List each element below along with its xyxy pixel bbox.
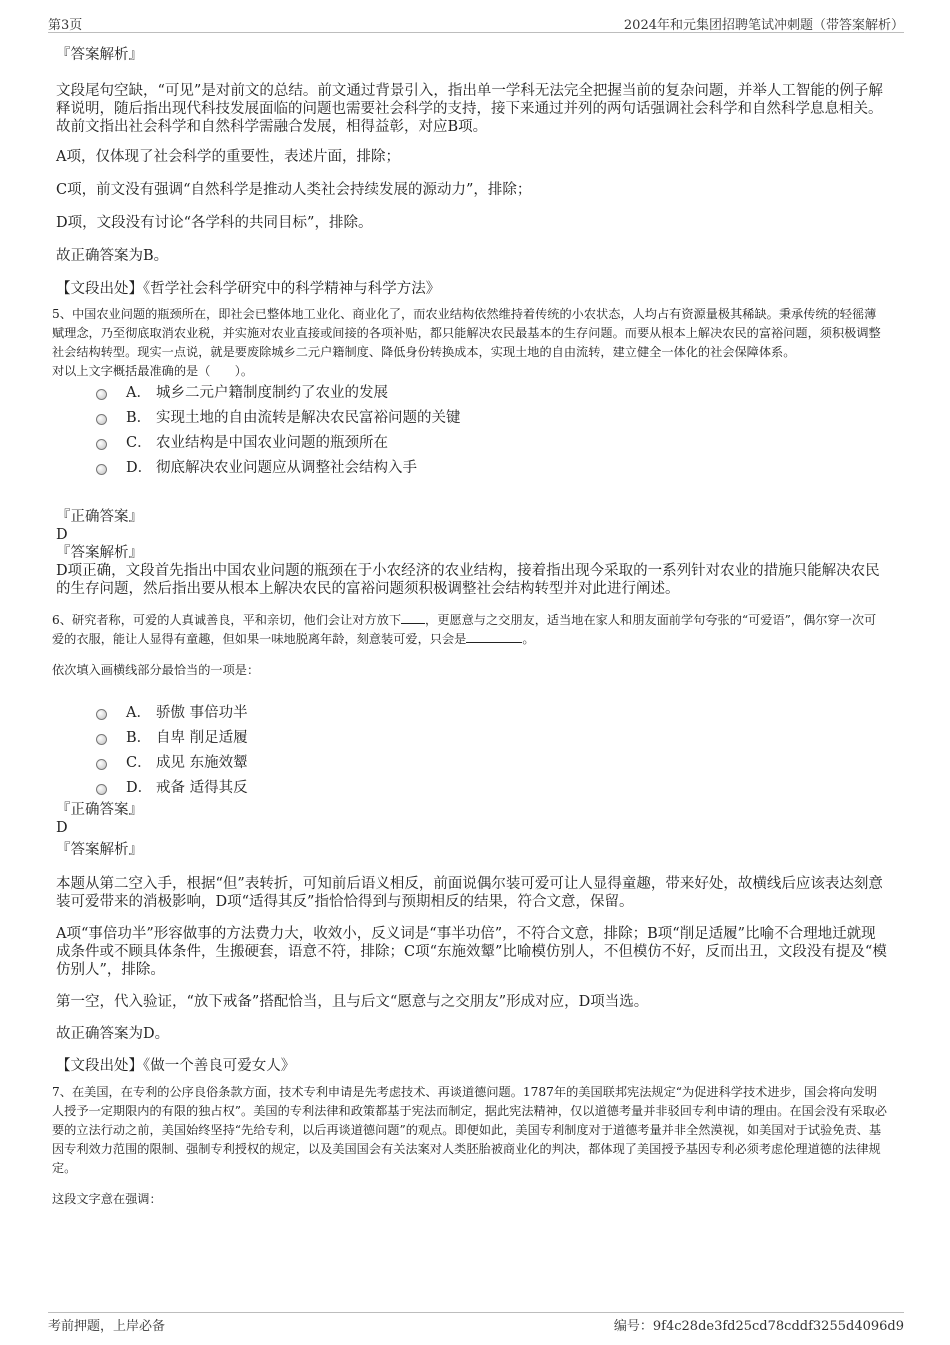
q7-question: 这段文字意在强调： xyxy=(52,1192,162,1206)
radio-icon[interactable] xyxy=(96,709,107,720)
q5-analysis-label: 『答案解析』 xyxy=(56,545,143,561)
page-header xyxy=(48,12,904,33)
q5-option-c[interactable]: C． 农业结构是中国农业问题的瓶颈所在 xyxy=(96,431,888,456)
q6-option-d[interactable]: D． 戒备 适得其反 xyxy=(96,776,888,801)
q7-stem: 7、在美国，在专利的公序良俗条款方面，技术专利申请是先考虑技术、再谈道德问题。1787年的美国联邦宪法规定“为促进科学技术进步，国会将向发明人授予一定期限内的有限的独占权”。美国的专利法律和政策都基于宪法而制定，据此宪法精神，仅以道德考量并非驳回专利申请的理由。在国会没有采取必要的立法行动之前，美国始终坚持“先给专利，以后再谈道德问题”的观点。即便如此，美国专利制度对于道德考量并非全然漠视，如美国对于试验免责、基因专利效力范围的限制、强制专利授权的规定，以及美国国会有关法案对人类胚胎被商业化的判决，都体现了美国授予基因专利必须考虑伦理道德的法律规定。 xyxy=(52,1085,887,1175)
q4-conclusion: 故正确答案为B。 xyxy=(56,248,169,264)
q6-option-c[interactable]: C． 成见 东施效颦 xyxy=(96,751,888,776)
footer-slogan: 考前押题，上岸必备 xyxy=(48,1319,166,1334)
radio-icon[interactable] xyxy=(96,439,107,450)
q6-analysis-p1: 本题从第二空入手，根据“但”表转折，可知前后语义相反，前面说偶尔装可爱可让人显得童趣，带来好处，故横线后应该表达刻意装可爱带来的消极影响，D项“适得其反”指恰恰得到与预期相反的结果，符合文意，保留。 xyxy=(56,876,883,910)
q4-analysis-p4: D项，文段没有讨论“各学科的共同目标”，排除。 xyxy=(56,215,373,231)
q6-options xyxy=(56,701,888,801)
q6-option-b[interactable]: B． 自卑 削足适履 xyxy=(96,726,888,751)
q6-conclusion: 故正确答案为D。 xyxy=(56,1026,170,1042)
document-id: 编号：9f4c28de3fd25cd78cddf3255d4096d9 xyxy=(613,1319,904,1334)
q6-answer-label: 『正确答案』 xyxy=(56,802,143,818)
q6-answer: D xyxy=(56,820,68,836)
q5-options xyxy=(56,381,888,481)
q4-source: 【文段出处】《哲学社会科学研究中的科学精神与科学方法》 xyxy=(56,281,441,297)
radio-icon[interactable] xyxy=(96,389,107,400)
page-number: 第3页 xyxy=(48,18,83,33)
q6-analysis-label: 『答案解析』 xyxy=(56,842,143,858)
q6-analysis-p2: A项“事倍功半”形容做事的方法费力大，收效小，反义词是“事半功倍”，不符合文意，排除；B项“削足适履”比喻不合理地迁就现成条件或不顾具体条件，生搬硬套，语意不符，排除；C项“东施效颦”比喻模仿别人，不但模仿不好，反而出丑，文段没有提及“模仿别人”，排除。 xyxy=(56,926,887,978)
document-title: 2024年和元集团招聘笔试冲刺题（带答案解析） xyxy=(623,18,904,33)
radio-icon[interactable] xyxy=(96,784,107,795)
q5-stem: 5、中国农业问题的瓶颈所在，即社会已整体地工业化、商业化了，而农业结构依然维持着传统的小农状态，人均占有资源量极其稀缺。秉承传统的轻徭薄赋理念，乃至彻底取消农业税，并实施对农业直接或间接的各项补贴，都只能解决农民最基本的生存问题。而要从根本上解决农民的富裕问题，须积极调整社会结构转型。现实一点说，就是要废除城乡二元户籍制度、降低身份转换成本，实现土地的自由流转，建立健全一体化的社会保障体系。 xyxy=(52,307,881,359)
radio-icon[interactable] xyxy=(96,414,107,425)
q6-option-a[interactable]: A． 骄傲 事倍功半 xyxy=(96,701,888,726)
q4-analysis-p1: 文段尾句空缺，“可见”是对前文的总结。前文通过背景引入，指出单一学科无法完全把握当前的复杂问题，并举人工智能的例子解释说明，随后指出现代科技发展面临的问题也需要社会科学的支持，接下来通过并列的两句话强调社会科学和自然科学息息相关。故前文指出社会科学和自然科学需融合发展，相得益彰，对应B项。 xyxy=(56,83,883,135)
q5-option-d[interactable]: D． 彻底解决农业问题应从调整社会结构入手 xyxy=(96,456,888,481)
q5-option-b[interactable]: B． 实现土地的自由流转是解决农民富裕问题的关键 xyxy=(96,406,888,431)
radio-icon[interactable] xyxy=(96,759,107,770)
q4-analysis-p3: C项，前文没有强调“自然科学是推动人类社会持续发展的源动力”，排除； xyxy=(56,182,532,198)
q4-analysis-p2: A项，仅体现了社会科学的重要性，表述片面，排除； xyxy=(56,149,400,165)
blank-1 xyxy=(401,612,425,624)
q5-option-a[interactable]: A． 城乡二元户籍制度制约了农业的发展 xyxy=(96,381,888,406)
blank-2 xyxy=(466,631,522,643)
q5-question: 对以上文字概括最准确的是（ ）。 xyxy=(52,364,254,378)
q4-analysis-label: 『答案解析』 xyxy=(56,47,143,63)
q5-answer: D xyxy=(56,527,68,543)
radio-icon[interactable] xyxy=(96,734,107,745)
page-footer xyxy=(48,1312,904,1333)
radio-icon[interactable] xyxy=(96,464,107,475)
document-body xyxy=(52,40,888,1209)
q6-analysis-p3: 第一空，代入验证，“放下戒备”搭配恰当，且与后文“愿意与之交朋友”形成对应，D项当选。 xyxy=(56,994,649,1010)
q5-analysis: D项正确，文段首先指出中国农业问题的瓶颈在于小农经济的农业结构，接着指出现今采取的一系列针对农业的措施只能解决农民的生存问题，然后指出要从根本上解决农民的富裕问题须积极调整社会结构转型并对此进行阐述。 xyxy=(56,563,880,597)
q5-answer-label: 『正确答案』 xyxy=(56,509,143,525)
q6-source: 【文段出处】《做一个善良可爱女人》 xyxy=(56,1058,296,1074)
q6-question: 依次填入画横线部分最恰当的一项是： xyxy=(52,663,260,677)
q6-stem: 6、研究者称，可爱的人真诚善良，平和亲切，他们会让对方放下 ，更愿意与之交朋友，适当地在家人和朋友面前学句夸张的“可爱语”，偶尔穿一次可爱的衣服，能让人显得有童趣，但如果一味地脱离年龄，刻意装可爱，只会是 。 xyxy=(52,613,877,646)
